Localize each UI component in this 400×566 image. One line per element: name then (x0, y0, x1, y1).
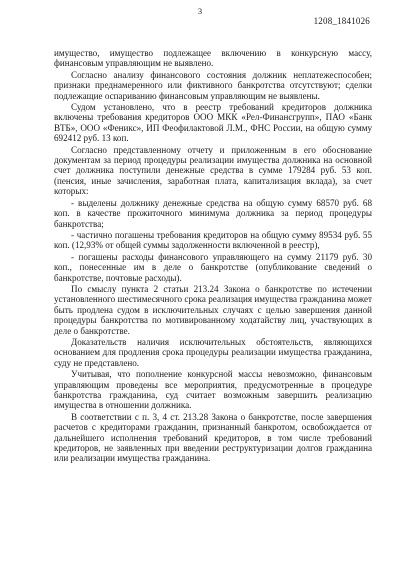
paragraph-4: Согласно представленному отчету и приложенным в его обоснование документам за период процедуры реализации имущества должника на основной счет должника поступили денежные средства в сумме 179284 руб. 53 коп. (пенсия, иные зачисления, заработная плата, капитализация вклада), за счет которых: (54, 144, 372, 197)
paragraph-10: Учитывая, что пополнение конкурсной массы невозможно, финансовым управляющим проведены все мероприятия, предусмотренные в процедуре банкротства гражданина, суд считает возможным завершить реализацию имущества в отношении должника. (54, 369, 372, 411)
paragraph-3: Судом установлено, что в реестр требований кредиторов должника включены требования кредиторов ООО МКК «Рел-Финансгрупп», ПАО «Банк ВТБ», ООО «Феникс», ИП Феофилактовой Л.М., ФНС России, на общую сумму 692412 руб. 13 коп. (54, 102, 372, 144)
document-body (54, 48, 372, 465)
paragraph-6: - частично погашены требования кредиторов на общую сумму 89534 руб. 55 коп. (12,93% от общей суммы задолженности включенной в реестр), (54, 229, 372, 251)
paragraph-1: имущество, имущество подлежащее включению в конкурсную массу, финансовым управляющим не выявлено. (54, 48, 372, 69)
paragraph-2: Согласно анализу финансового состояния должник неплатежеспособен; признаки преднамеренного или фиктивного банкротства отсутствуют; сделки подлежащие оспариванию финансовым управляющим не выявлены. (54, 69, 372, 101)
paragraph-11: В соответствии с п. 3, 4 ст. 213.28 Закона о банкротстве, после завершения расчетов с кредиторами гражданин, признанный банкротом, освобождается от дальнейшего исполнения требований кредиторов, в том числе требований кредиторов, не заявленных при введении реструктуризации долгов гражданина или реализации имущества гражданина. (54, 411, 372, 464)
paragraph-5: - выделены должнику денежные средства на общую сумму 68570 руб. 68 коп. в качестве прожиточного минимума должника за период процедуры банкротства; (54, 197, 372, 229)
paragraph-8: По смыслу пункта 2 статьи 213.24 Закона о банкротстве по истечении установленного шестимесячного срока реализация имущества гражданина может быть продлена судом в исключительных случаях с целью завершения данной процедуры банкротства по мотивированному ходатайству лиц, участвующих в деле о банкротстве. (54, 283, 372, 336)
paragraph-9: Доказательств наличия исключительных обстоятельств, являющихся основанием для продления срока процедуры реализации имущества гражданина, суду не представлено. (54, 336, 372, 368)
page-number: 3 (197, 6, 203, 16)
paragraph-7: - погашены расходы финансового управляющего на сумму 21179 руб. 30 коп., понесенные им в деле о банкротстве (опубликование сведений о банкротстве, почтовые расходы). (54, 251, 372, 283)
document-id: 1208_1841026 (313, 16, 370, 26)
